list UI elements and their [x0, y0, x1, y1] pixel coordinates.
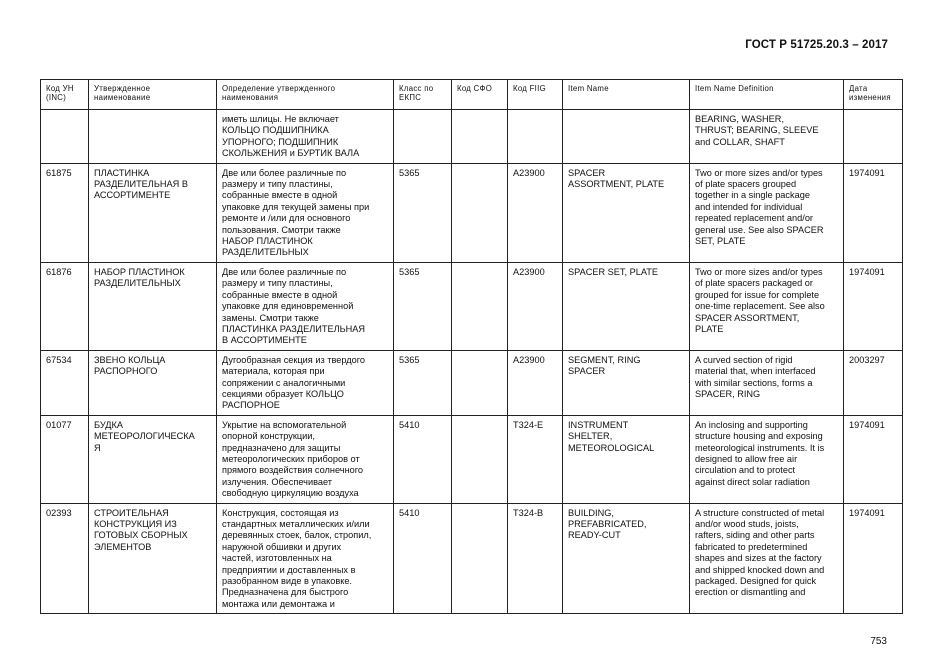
cell-change-date: 2003297: [844, 350, 903, 415]
page-number: 753: [870, 636, 887, 647]
cell-fiig-code: T324-B: [508, 503, 563, 614]
cell-item-definition: BEARING, WASHER, THRUST; BEARING, SLEEVE and COLLAR, SHAFT: [690, 110, 844, 164]
cell-inc: 67534: [41, 350, 89, 415]
cell-fiig-code: A23900: [508, 262, 563, 350]
cell-item-name: BUILDING, PREFABRICATED, READY-CUT: [563, 503, 690, 614]
table-header-row: [41, 80, 903, 110]
table-row: [41, 350, 903, 415]
cell-ekps-class: 5410: [394, 415, 452, 503]
cell-approved-name: БУДКА МЕТЕОРОЛОГИЧЕСКА Я: [89, 415, 217, 503]
cell-item-name: [563, 110, 690, 164]
cell-item-definition: An inclosing and supporting structure housing and exposing meteorological instruments. It is designed to allow free air circulation and to protect against direct solar radiation: [690, 415, 844, 503]
cell-item-name: INSTRUMENT SHELTER, METEOROLOGICAL: [563, 415, 690, 503]
col-header-item-definition: Item Name Definition: [690, 80, 844, 110]
cell-inc: 61875: [41, 163, 89, 262]
table-row: [41, 262, 903, 350]
cell-ekps-class: [394, 110, 452, 164]
cell-inc: 61876: [41, 262, 89, 350]
table-row: [41, 110, 903, 164]
cell-item-definition: A curved section of rigid material that, when interfaced with similar sections, forms a SPACER, RING: [690, 350, 844, 415]
catalog-table: [40, 79, 903, 614]
cell-approved-name: ЗВЕНО КОЛЬЦА РАСПОРНОГО: [89, 350, 217, 415]
cell-sfo-code: [452, 262, 508, 350]
cell-fiig-code: T324-E: [508, 415, 563, 503]
cell-inc: 01077: [41, 415, 89, 503]
col-header-item-name: Item Name: [563, 80, 690, 110]
cell-approved-definition: Две или более различные по размеру и типу пластины, собранные вместе в одной упаковке для единовременной замены. Смотри также ПЛАСТИНКА РАЗДЕЛИТЕЛЬНАЯ В АССОРТИМЕНТЕ: [217, 262, 394, 350]
cell-approved-definition: Дугообразная секция из твердого материала, которая при сопряжении с аналогичными секциями образует КОЛЬЦО РАСПОРНОЕ: [217, 350, 394, 415]
col-header-change-date: Дата изменения: [844, 80, 903, 110]
col-header-fiig-code: Код FIIG: [508, 80, 563, 110]
cell-approved-definition: Укрытие на вспомогательной опорной конструкции, предназначено для защиты метеорологических приборов от прямого воздействия солнечного излучения. Обеспечивает свободную циркуляцию воздуха: [217, 415, 394, 503]
col-header-approved-definition: Определение утвержденного наименования: [217, 80, 394, 110]
cell-item-definition: Two or more sizes and/or types of plate spacers packaged or grouped for issue for complete one-time replacement. See also SPACER ASSORTMENT, PLATE: [690, 262, 844, 350]
cell-item-name: SPACER ASSORTMENT, PLATE: [563, 163, 690, 262]
cell-approved-name: СТРОИТЕЛЬНАЯ КОНСТРУКЦИЯ ИЗ ГОТОВЫХ СБОРНЫХ ЭЛЕМЕНТОВ: [89, 503, 217, 614]
cell-approved-name: НАБОР ПЛАСТИНОК РАЗДЕЛИТЕЛЬНЫХ: [89, 262, 217, 350]
cell-fiig-code: A23900: [508, 350, 563, 415]
document-standard-header: ГОСТ Р 51725.20.3 – 2017: [745, 39, 888, 51]
cell-fiig-code: A23900: [508, 163, 563, 262]
cell-approved-definition: Две или более различные по размеру и типу пластины, собранные вместе в одной упаковке для текущей замены при ремонте и /или для основного пользования. Смотри также НАБОР ПЛАСТИНОК РАЗДЕЛИТЕЛЬНЫХ: [217, 163, 394, 262]
cell-sfo-code: [452, 503, 508, 614]
cell-change-date: 1974091: [844, 163, 903, 262]
cell-change-date: 1974091: [844, 503, 903, 614]
col-header-approved-name: Утвержденное наименование: [89, 80, 217, 110]
cell-change-date: 1974091: [844, 415, 903, 503]
cell-inc: 02393: [41, 503, 89, 614]
cell-ekps-class: 5410: [394, 503, 452, 614]
cell-change-date: [844, 110, 903, 164]
cell-ekps-class: 5365: [394, 262, 452, 350]
cell-change-date: 1974091: [844, 262, 903, 350]
cell-inc: [41, 110, 89, 164]
cell-item-definition: Two or more sizes and/or types of plate spacers grouped together in a single package and intended for individual repeated replacement and/or general use. See also SPACER SET, PLATE: [690, 163, 844, 262]
col-header-sfo-code: Код СФО: [452, 80, 508, 110]
cell-ekps-class: 5365: [394, 163, 452, 262]
cell-fiig-code: [508, 110, 563, 164]
cell-sfo-code: [452, 350, 508, 415]
table-row: [41, 163, 903, 262]
cell-sfo-code: [452, 415, 508, 503]
cell-sfo-code: [452, 163, 508, 262]
cell-item-name: SPACER SET, PLATE: [563, 262, 690, 350]
cell-ekps-class: 5365: [394, 350, 452, 415]
table-row: [41, 503, 903, 614]
cell-approved-definition: Конструкция, состоящая из стандартных металлических и/или деревянных стоек, балок, стропил, наружной обшивки и других частей, изготовленных на предприятии и доставленных в разобранном виде в упаковке. Предназначена для быстрого монтажа или демонтажа и: [217, 503, 394, 614]
cell-approved-definition: иметь шлицы. Не включает КОЛЬЦО ПОДШИПНИКА УПОРНОГО; ПОДШИПНИК СКОЛЬЖЕНИЯ и БУРТИК ВАЛА: [217, 110, 394, 164]
cell-approved-name: [89, 110, 217, 164]
col-header-inc: Код УН (INC): [41, 80, 89, 110]
cell-item-name: SEGMENT, RING SPACER: [563, 350, 690, 415]
cell-sfo-code: [452, 110, 508, 164]
cell-item-definition: A structure constructed of metal and/or wood studs, joists, rafters, siding and other parts fabricated to predetermined shapes and sizes at the factory and shipped knocked down and packaged. Designed for quick erection or dismantling and: [690, 503, 844, 614]
cell-approved-name: ПЛАСТИНКА РАЗДЕЛИТЕЛЬНАЯ В АССОРТИМЕНТЕ: [89, 163, 217, 262]
table-row: [41, 415, 903, 503]
col-header-ekps-class: Класс по ЕКПС: [394, 80, 452, 110]
